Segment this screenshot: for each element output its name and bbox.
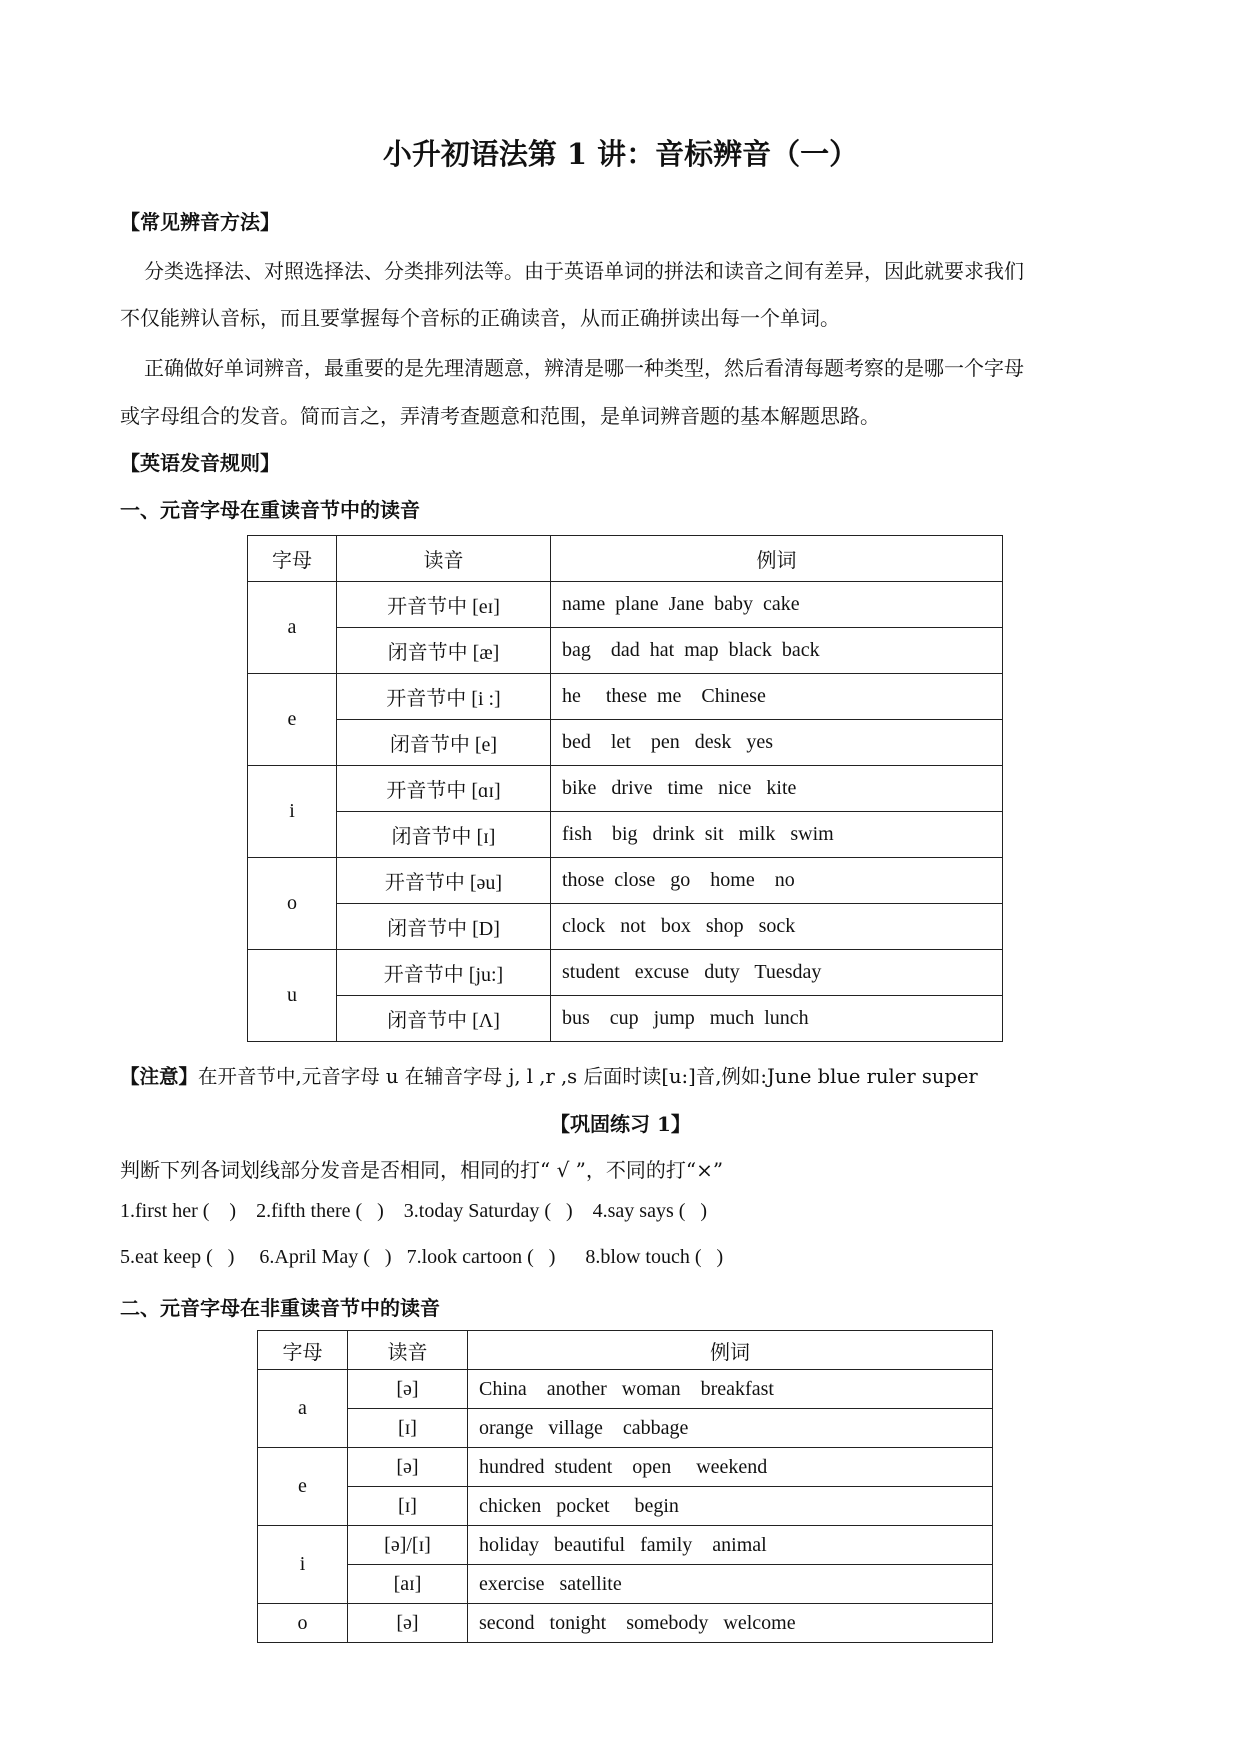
table-row: [258, 1565, 993, 1604]
sound-cell: 开音节中 [ɑɪ]: [337, 766, 551, 812]
examples-cell: bus cup jump much lunch: [551, 996, 1003, 1042]
sound-cell: 闭音节中 [ɪ]: [337, 812, 551, 858]
heading-rules: 【英语发音规则】: [120, 451, 280, 475]
table-row: [248, 996, 1003, 1042]
table-row: [248, 766, 1003, 812]
methods-paragraph-2-line-1: 正确做好单词辨音，最重要的是先理清题意，辨清是哪一种类型，然后看清每题考察的是哪一个字母: [144, 356, 1024, 380]
sound-cell: 闭音节中 [Λ]: [337, 996, 551, 1042]
table-header-row: [248, 536, 1003, 582]
sound-cell: [ɪ]: [348, 1409, 468, 1448]
examples-cell: China another woman breakfast: [468, 1370, 993, 1409]
letter-cell: i: [258, 1526, 348, 1604]
examples-cell: bike drive time nice kite: [551, 766, 1003, 812]
examples-cell: hundred student open weekend: [468, 1448, 993, 1487]
letter-cell: a: [258, 1370, 348, 1448]
sound-cell: [ə]: [348, 1448, 468, 1487]
header-sound: 读音: [337, 536, 551, 582]
examples-cell: chicken pocket begin: [468, 1487, 993, 1526]
methods-paragraph-1-line-2: 不仅能辨认音标，而且要掌握每个音标的正确读音，从而正确拼读出每一个单词。: [120, 306, 840, 330]
heading-methods: 【常见辨音方法】: [120, 210, 280, 234]
examples-cell: second tonight somebody welcome: [468, 1604, 993, 1643]
table-row: [248, 904, 1003, 950]
sound-cell: [aɪ]: [348, 1565, 468, 1604]
note-label: 【注意】: [120, 1065, 199, 1088]
sound-cell: [ə]: [348, 1370, 468, 1409]
examples-cell: orange village cabbage: [468, 1409, 993, 1448]
letter-cell: u: [248, 950, 337, 1042]
header-letter: 字母: [258, 1331, 348, 1370]
methods-paragraph-1-line-1: 分类选择法、对照选择法、分类排列法等。由于英语单词的拼法和读音之间有差异，因此就要求我们: [144, 259, 1024, 283]
letter-cell: a: [248, 582, 337, 674]
table-row: [248, 720, 1003, 766]
sound-cell: [ɪ]: [348, 1487, 468, 1526]
practice-instruction: 判断下列各词划线部分发音是否相同，相同的打“ √ ”，不同的打“×”: [120, 1158, 724, 1182]
header-sound: 读音: [348, 1331, 468, 1370]
sound-cell: 开音节中 [eɪ]: [337, 582, 551, 628]
unstressed-vowel-table: [257, 1330, 993, 1643]
letter-cell: e: [258, 1448, 348, 1526]
examples-cell: those close go home no: [551, 858, 1003, 904]
letter-cell: e: [248, 674, 337, 766]
methods-paragraph-2-line-2: 或字母组合的发音。简而言之，弄清考查题意和范围，是单词辨音题的基本解题思路。: [120, 404, 880, 428]
table-row: [248, 582, 1003, 628]
sound-cell: 开音节中 [ju:]: [337, 950, 551, 996]
practice-row-1: 1.first her ( ) 2.fifth there ( ) 3.today Saturday ( ) 4.say says ( ): [120, 1200, 708, 1222]
header-letter: 字母: [248, 536, 337, 582]
header-examples: 例词: [551, 536, 1003, 582]
examples-cell: holiday beautiful family animal: [468, 1526, 993, 1565]
letter-cell: o: [248, 858, 337, 950]
table-row: [258, 1526, 993, 1565]
table-header-row: [258, 1331, 993, 1370]
sound-cell: 闭音节中 [æ]: [337, 628, 551, 674]
examples-cell: bed let pen desk yes: [551, 720, 1003, 766]
sound-cell: 闭音节中 [D]: [337, 904, 551, 950]
table-row: [258, 1487, 993, 1526]
table-row: [248, 674, 1003, 720]
sound-cell: [ə]/[ɪ]: [348, 1526, 468, 1565]
examples-cell: name plane Jane baby cake: [551, 582, 1003, 628]
table-row: [258, 1448, 993, 1487]
table-row: [258, 1370, 993, 1409]
practice-heading: 【巩固练习 1】: [550, 1112, 691, 1136]
examples-cell: fish big drink sit milk swim: [551, 812, 1003, 858]
examples-cell: clock not box shop sock: [551, 904, 1003, 950]
page-title: 小升初语法第 1 讲：音标辨音（一）: [382, 137, 859, 171]
sound-cell: [ə]: [348, 1604, 468, 1643]
subheading-stressed-vowels: 一、元音字母在重读音节中的读音: [120, 498, 420, 522]
table-row: [248, 950, 1003, 996]
sound-cell: 闭音节中 [e]: [337, 720, 551, 766]
table-row: [258, 1604, 993, 1643]
table-row: [248, 812, 1003, 858]
table-row: [248, 858, 1003, 904]
table-row: [258, 1409, 993, 1448]
sound-cell: 开音节中 [i :]: [337, 674, 551, 720]
subheading-unstressed-vowels: 二、元音字母在非重读音节中的读音: [120, 1296, 440, 1320]
examples-cell: bag dad hat map black back: [551, 628, 1003, 674]
letter-cell: i: [248, 766, 337, 858]
note-line: [120, 1061, 1130, 1089]
practice-row-2: 5.eat keep ( ) 6.April May ( ) 7.look cartoon ( ) 8.blow touch ( ): [120, 1246, 724, 1268]
sound-cell: 开音节中 [əu]: [337, 858, 551, 904]
examples-cell: he these me Chinese: [551, 674, 1003, 720]
stressed-vowel-table: [247, 535, 1003, 1042]
table-row: [248, 628, 1003, 674]
examples-cell: exercise satellite: [468, 1565, 993, 1604]
header-examples: 例词: [468, 1331, 993, 1370]
note-text: 在开音节中,元音字母 u 在辅音字母 j, l ,r ,s 后面时读[u:]音,例如:June blue ruler super: [198, 1065, 978, 1088]
examples-cell: student excuse duty Tuesday: [551, 950, 1003, 996]
letter-cell: o: [258, 1604, 348, 1643]
